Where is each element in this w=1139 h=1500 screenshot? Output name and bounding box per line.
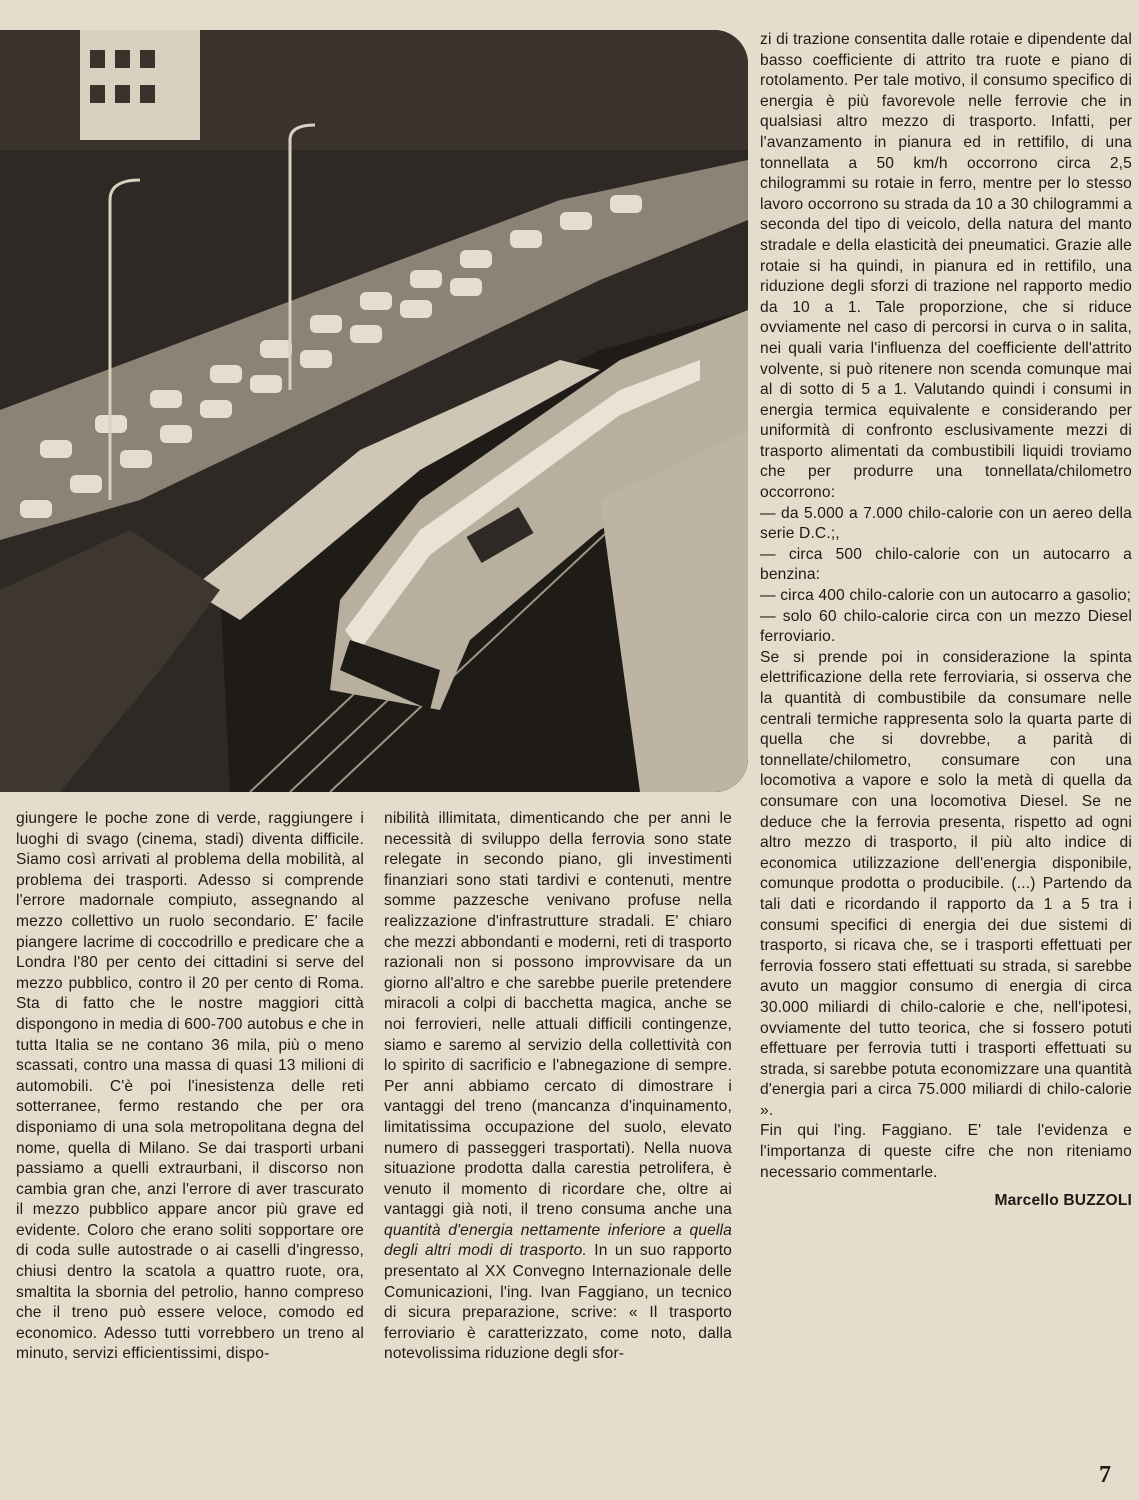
list-item: — circa 500 chilo-calorie con un autocarro a benzina: (760, 545, 1132, 584)
list-item: — solo 60 chilo-calorie circa con un mezzo Diesel ferroviario. (760, 607, 1132, 646)
article-text: nibilità illimitata, dimenticando che per anni le necessità di sviluppo della ferrovia sono state relegate in secondo piano, gli investimenti finanziari sono stati tardivi e contenuti, mentre somme pazzesche venivano profuse nella realizzazione d'infrastrutture stradali. E' chiaro che mezzi abbondanti e moderni, reti di trasporto razionali non si possono improvvisare da un giorno all'altro e che sarebbe puerile pretendere miracoli a colpi di bacchetta magica, anche se noi ferrovieri, nelle attuali difficili contingenze, siamo e saremo al servizio della collettività con lo spirito di sacrificio e l'abnegazione di sempre. Per anni abbiamo cercato di dimostrare i vantaggi del treno (mancanza d'inquinamento, limitatissima occupazione del suolo, elevato numero di passeggeri trasportati). Nella nuova situazione prodotta dalla carestia petrolifera, è venuto il momento di ricordare che, oltre ai vantaggi già noti, il treno consuma anche una (384, 810, 732, 1219)
article-column-left (16, 809, 364, 1365)
article-paragraph: Fin qui l'ing. Faggiano. E' tale l'evidenza e l'importanza di queste cifre che non riteniamo necessario commentarle. (760, 1122, 1132, 1181)
list-item: — circa 400 chilo-calorie con un autocarro a gasolio; (760, 587, 1132, 605)
italic-emphasis: quantità d'energia nettamente inferiore a quella degli altri modi di trasporto. (384, 1221, 732, 1260)
article-column-right (760, 30, 1132, 1212)
train-photo (0, 30, 748, 792)
author-signature: Marcello BUZZOLI (994, 1192, 1132, 1210)
article-column-middle (384, 809, 732, 1365)
article-paragraph: giungere le poche zone di verde, raggiungere i luoghi di svago (cinema, stadi) diventa difficile. Siamo così arrivati al problema della mobilità, al problema dei trasporti. Adesso si comprende l'errore madornale compiuto, assegnando al mezzo collettivo un ruolo secondario. E' facile piangere lacrime di coccodrillo e predicare che a Londra l'80 per cento dei cittadini si serve del mezzo pubblico, contro il 20 per cento di Roma. Sta di fatto che le nostre maggiori città dispongono in media di 600-700 autobus e che in tutta Italia se ne contano 36 mila, più o meno scassati, contro una massa di quasi 13 milioni di automobili. C'è poi l'inesistenza delle reti sotterranee, fermo restando che per ora disponiamo di una sola metropolitana degna del nome, quella di Milano. Se dai trasporti urbani passiamo a quelli extraurbani, il discorso non cambia gran che, anzi l'errore di aver trascurato il mezzo pubblico appare ancor più grave ed evidente. Coloro che erano soliti sopportare ore di coda sulle autostrade o ai caselli d'ingresso, chiusi dentro la scatola a quattro ruote, ora, smaltita la sbornia del petrolio, hanno compreso che il treno può essere veloce, comodo ed economico. Adesso tutti vorrebbero un treno al minuto, servizi efficientissimi, dispo- (16, 810, 364, 1363)
article-paragraph: Se si prende poi in considerazione la spinta elettrificazione della rete ferroviaria, si osserva che la quantità di combustibile da consumare nelle centrali termiche rappresenta solo la quarta parte di quella che si dovrebbe, a parità di tonnellate/chilometro, consumare con una locomotiva a vapore e solo la metà di quella da consumare con una locomotiva Diesel. Se ne deduce che la ferrovia presenta, rispetto ad ogni altro mezzo di trasporto, il più alto indice di economica utilizzazione dell'energia disponibile, comunque prodotta o producibile. (...) Partendo da tali dati e ricordando il rapporto da 1 a 5 tra i consumi specifici di energia dei due sistemi di trasporto, si ricava che, se i trasporti effettuati per ferrovia fossero stati effettuati su strada, si sarebbe avuto un maggior consumo di energia di circa 30.000 miliardi di chilo-calorie e che, nell'ipotesi, ovviamente del tutto teorica, che si fossero potuti effettuare per ferrovia tutti i trasporti effettuati su strada, si sarebbe potuta economizzare una quantità d'energia pari a circa 75.000 miliardi di chilo-calorie ». (760, 648, 1132, 1119)
article-paragraph: zi di trazione consentita dalle rotaie e dipendente dal basso coefficiente di attrito tra ruote e piano di rotolamento. Per tale motivo, il consumo specifico di energia è più favorevole nelle ferrovie che in qualsiasi altro mezzo di trasporto. Infatti, per l'avanzamento in pianura ed in rettifilo, di una tonnellata a 50 km/h occorrono circa 2,5 chilogrammi su rotaie in ferro, mentre per lo stesso lavoro occorrono su strada da 10 a 30 chilogrammi a seconda del tipo di veicolo, della natura del manto stradale e della elasticità dei pneumatici. Grazie alle rotaie si ha quindi, in pianura ed in rettifilo, una riduzione degli sforzi di trazione nel rapporto medio da 10 a 1. Tale proporzione, che si riduce ovviamente nel caso di percorsi in curva o in salita, nei quali varia l'influenza del coefficiente dell'attrito volvente, si può ritenere non scenda comunque mai al di sotto di 5 a 1. Valutando quindi i consumi in energia termica equivalente e considerando per uniformità di confronto esclusivamente mezzi di trasporto alimentati da combustibili liquidi troviamo che per produrre una tonnellata/chilometro occorrono: (760, 31, 1132, 502)
page-number: 7 (1099, 1462, 1111, 1488)
article-paragraph (384, 809, 732, 1365)
list-item: — da 5.000 a 7.000 chilo-calorie con un aereo della serie D.C.;, (760, 504, 1132, 543)
article-text: In un suo rapporto presentato al XX Convegno Internazionale delle Comunicazioni, l'ing. Ivan Faggiano, un tecnico di sicura preparazione, scrive: « Il trasporto ferroviario è caratterizzato, come noto, dalla notevolissima riduzione degli sfor- (384, 1242, 732, 1363)
